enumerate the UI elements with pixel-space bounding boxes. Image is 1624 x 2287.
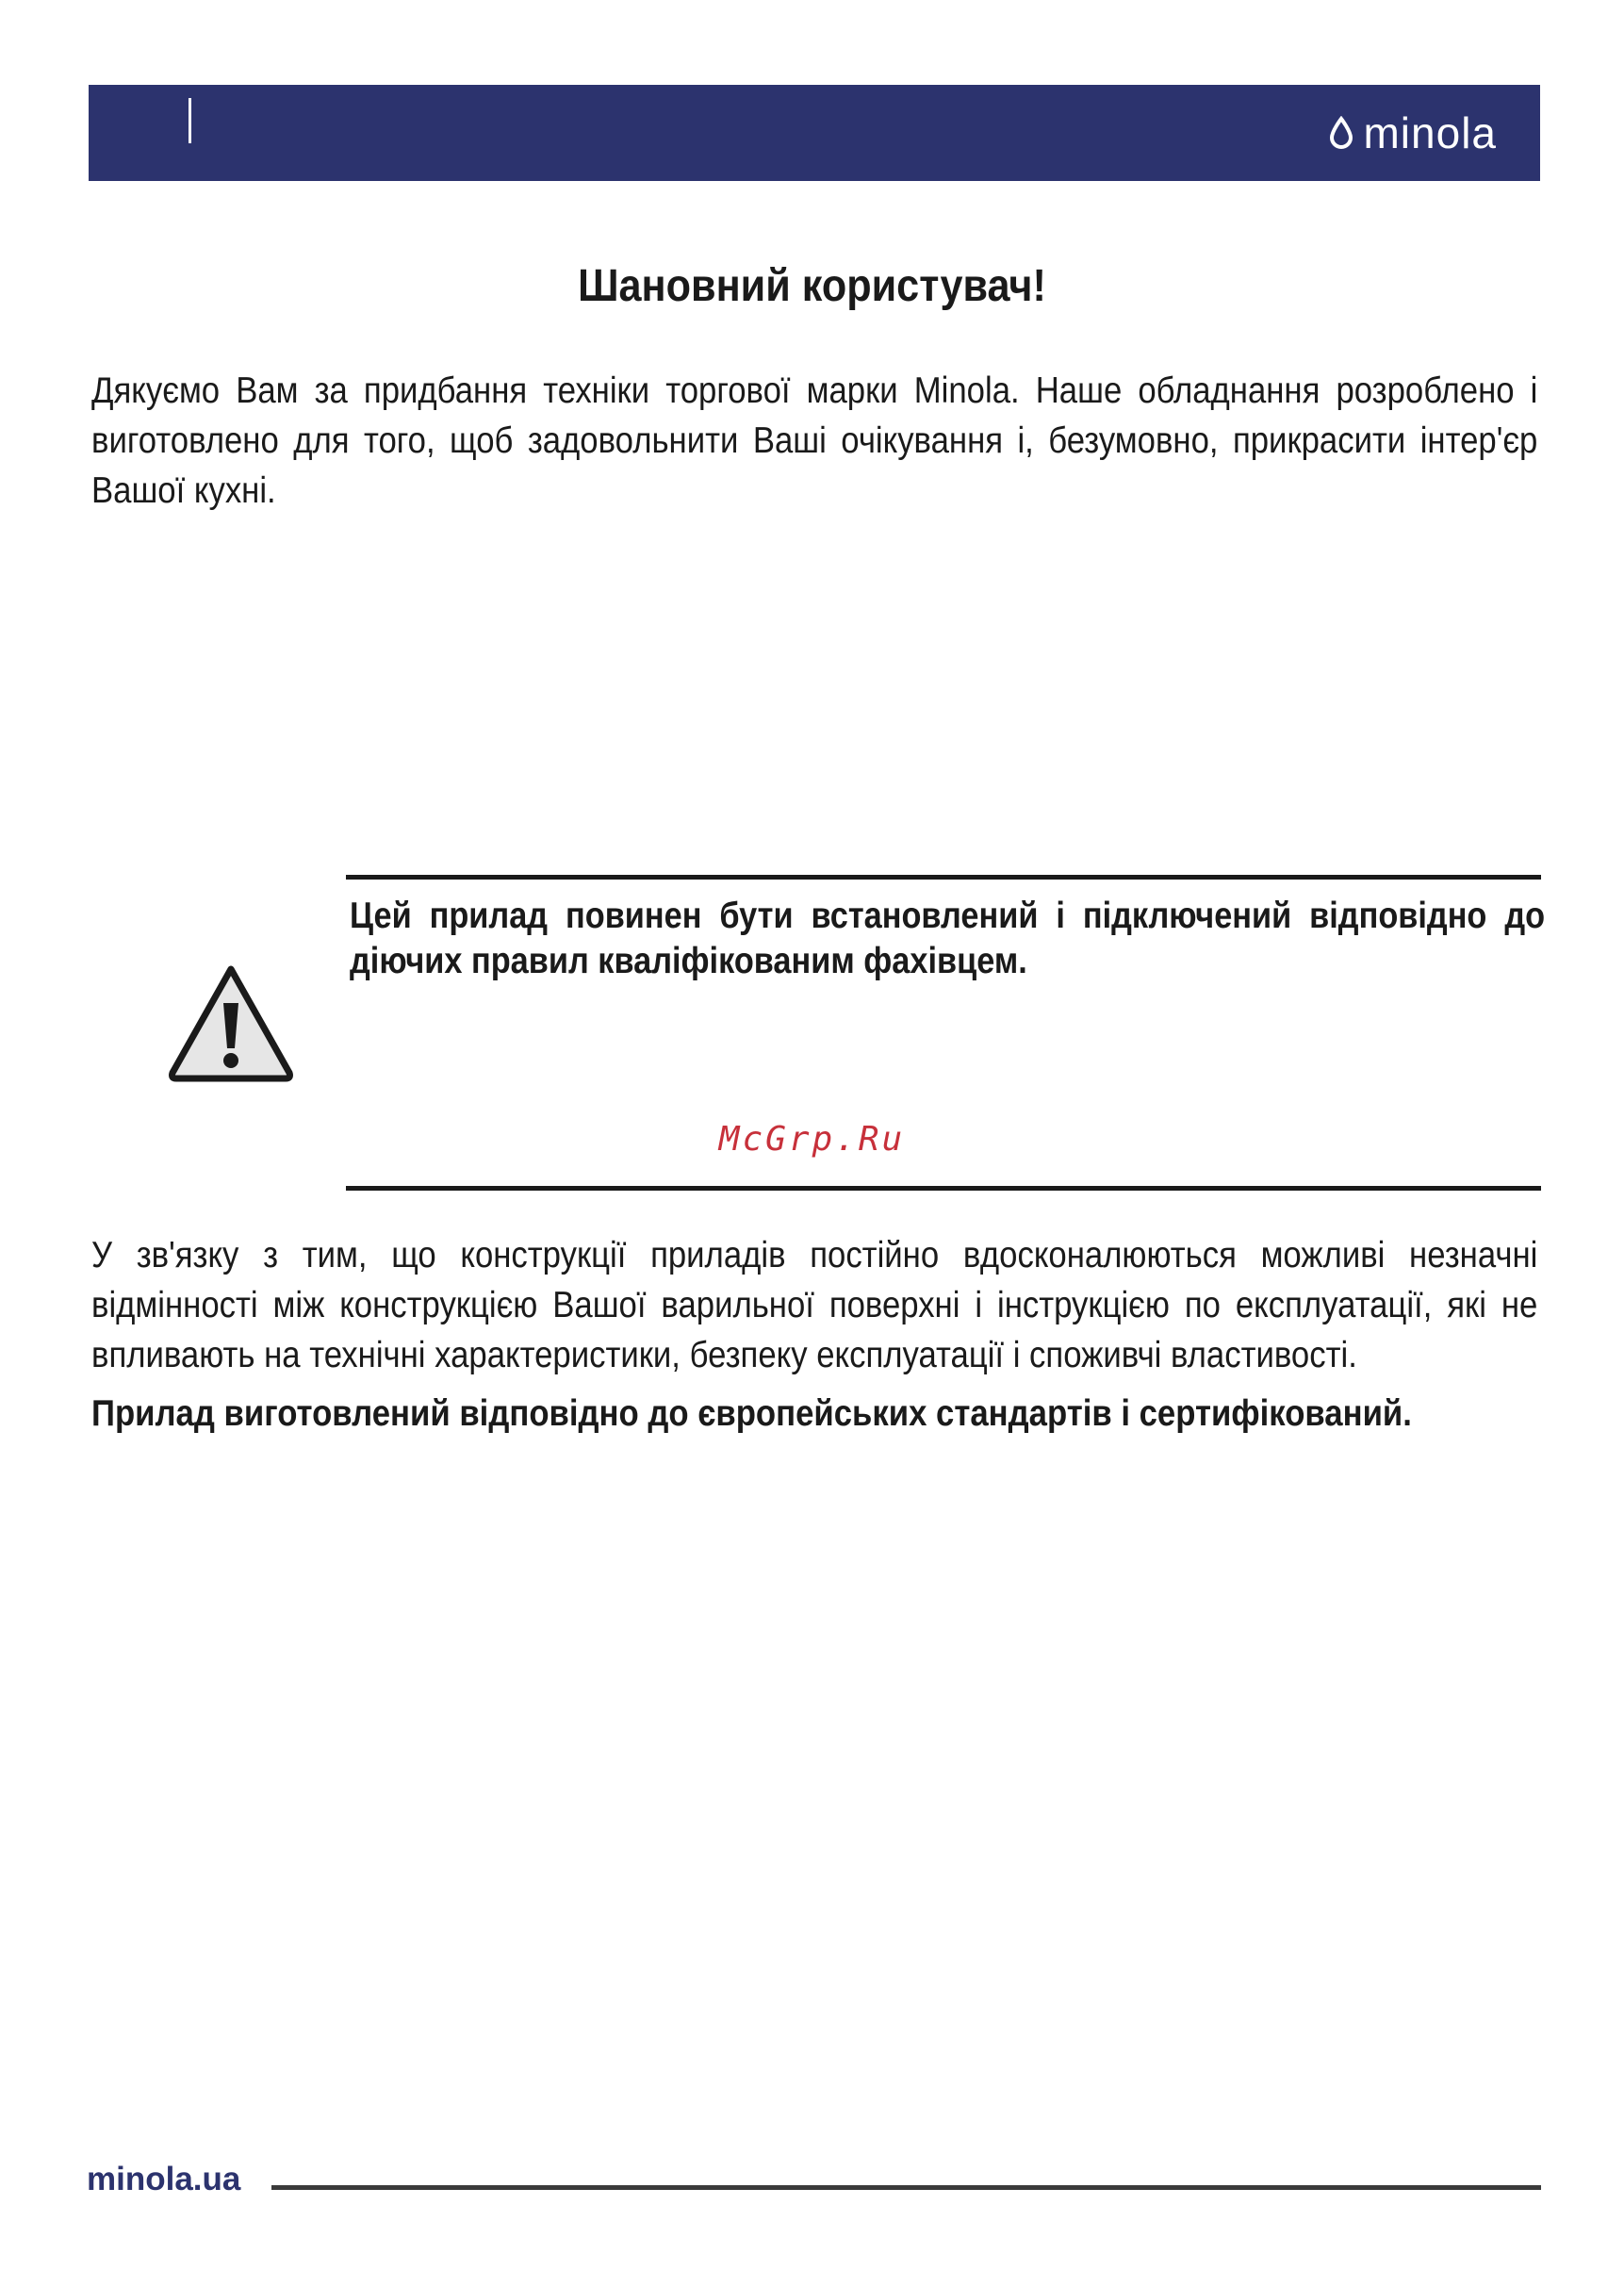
intro-paragraph — [91, 366, 1536, 516]
footer-rule — [271, 2185, 1541, 2190]
header-divider — [189, 98, 191, 143]
design-changes-paragraph — [91, 1230, 1536, 1380]
notice-line: Цей прилад повинен бути встановлений і підключений відповідно до — [350, 896, 1546, 936]
drop-icon — [1329, 116, 1353, 150]
brand-name: minola — [1363, 108, 1497, 157]
intro-line: Дякуємо Вам за придбання техніки торгової марки Minola. Наше обладнання розроблено і — [91, 370, 1538, 411]
notice-bottom-rule — [346, 1186, 1541, 1191]
intro-line: Вашої кухні. — [91, 470, 276, 511]
watermark: McGrp.Ru — [718, 1120, 906, 1159]
notice-line: діючих правил кваліфікованим фахівцем. — [350, 941, 1027, 981]
intro-line: виготовлено для того, щоб задовольнити Ваші очікування і, безумовно, прикрасити інтер'єр — [91, 420, 1538, 461]
body-line: У зв'язку з тим, що конструкції приладів постійно вдосконалюються можливі незначні — [91, 1235, 1538, 1275]
brand-logo — [1329, 107, 1497, 158]
notice-top-rule — [346, 875, 1541, 880]
page-title: Шановний користувач! — [578, 261, 1046, 311]
body-line: впливають на технічні характеристики, безпеку експлуатації і споживчі властивості. — [91, 1335, 1357, 1375]
warning-triangle-icon — [165, 962, 297, 1084]
installation-notice — [350, 894, 1594, 984]
body-line: відмінності між конструкцією Вашої варильної поверхні і інструкцією по експлуатації, які не — [91, 1285, 1538, 1325]
certification-statement: Прилад виготовлений відповідно до європейських стандартів і сертифікований. — [91, 1393, 1412, 1434]
footer-website-link[interactable]: minola.ua — [87, 2161, 241, 2197]
header-bar — [89, 85, 1540, 181]
